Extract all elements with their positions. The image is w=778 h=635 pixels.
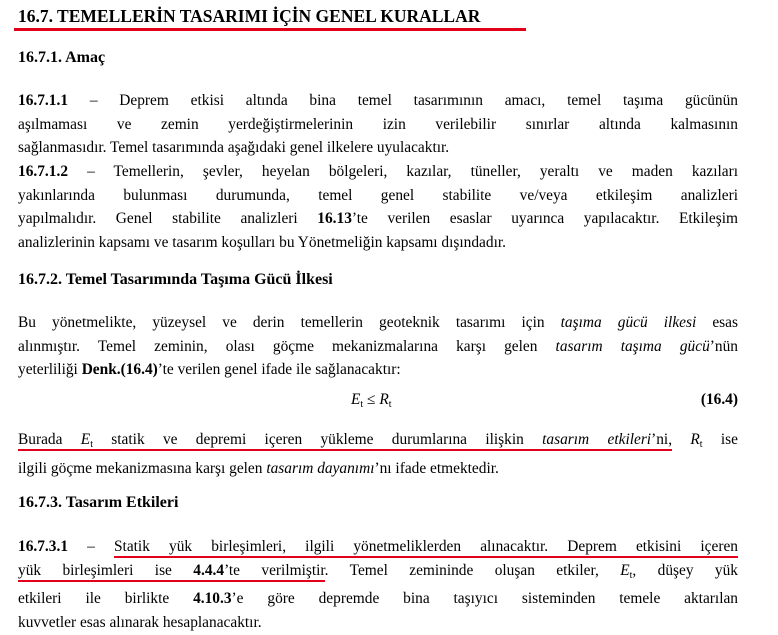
section-reference: 16.13	[317, 210, 352, 228]
paragraph-tasima-gucu-ilkesi: Bu yönetmelikte, yüzeysel ve derin temellerin geoteknik tasarımı için taşıma gücü ilkesi esas alınmıştır. Temel zeminin, olası göçme mekanizmalarına karşı gelen tasarım taşıma gücü’nün yeterliliği Denk.(16.4)’te verilen genel ifade ile sağlanacaktır:	[18, 314, 738, 379]
title-red-underline	[14, 28, 526, 31]
section-reference: 4.4.4	[193, 561, 225, 579]
clause-id: 16.7.1.1	[18, 92, 69, 109]
clause-id: 16.7.1.2	[18, 163, 69, 180]
equation-reference: Denk.(16.4)	[81, 361, 158, 379]
section-reference: 4.10.3	[193, 590, 232, 608]
highlighted-sentence: Statik yük birleşimleri, ilgili yönetmeliklerden alınacaktır. Deprem etkisini içeren	[114, 538, 738, 558]
paragraph-16-7-1-1: 16.7.1.1 – Deprem etkisi altında bina temel tasarımının amacı, temel taşıma gücünün aşılmaması ve zemin yerdeğiştirmelerinin izin verilebilir sınırlar altında kalmasının sağlanmasıdır. Temel tasarımında aşağıdaki genel ilkelere uyulacaktır.	[18, 92, 738, 157]
section-title: 16.7. TEMELLERİN TASARIMI İÇİN GENEL KURALLAR	[18, 6, 481, 26]
equation-16-4	[18, 388, 738, 412]
clause-id: 16.7.3.1	[18, 538, 69, 555]
highlighted-sentence: Burada $E_t$ statik ve depremi içeren yükleme durumlarına ilişkin tasarım etkileri’ni,	[18, 431, 673, 450]
heading-tasima-gucu: 16.7.2. Temel Tasarımında Taşıma Gücü İlkesi	[18, 271, 333, 288]
equation-number: (16.4)	[700, 391, 738, 408]
paragraph-burada: Burada $E_t$ statik ve depremi içeren yükleme durumlarına ilişkin tasarım etkileri’ni, $R_t$ ise ilgili göçme mekanizmasına karşı gelen tasarım dayanımı’nı ifade etmektedir.	[18, 431, 738, 477]
highlighted-sentence: yük birleşimleri ise 4.4.4’te verilmiştir	[18, 562, 325, 582]
paragraph-16-7-1-2: 16.7.1.2 – Temellerin, şevler, heyelan bölgeleri, kazılar, tüneller, yeraltı ve maden kazıları yakınlarında bulunması durumunda, temel genel stabilite ve/veya etkileşim analizleri yapılmalıdır. Genel stabilite analizleri 16.13’te verilen esaslar uyarınca yapılacaktır. Etkileşim analizlerinin kapsamı ve tasarım koşulları bu Yönetmeliğin kapsamı dışındadır.	[18, 163, 738, 252]
equation-formula: $E_t \le R_t$	[351, 391, 392, 410]
heading-amac: 16.7.1. Amaç	[18, 49, 106, 66]
paragraph-16-7-3-1: 16.7.3.1 – Statik yük birleşimleri, ilgili yönetmeliklerden alınacaktır. Deprem etkisini içeren yük birleşimleri ise 4.4.4’te verilmiştir. Temel zemininde oluşan etkiler, $E_t$, düşey yük etkileri ile birlikte 4.10.3’e göre depremde bina taşıyıcı sisteminden temele aktarılan kuvvetler esas alınarak hesaplanacaktır.	[18, 538, 738, 632]
heading-tasarim-etkileri: 16.7.3. Tasarım Etkileri	[18, 494, 179, 511]
